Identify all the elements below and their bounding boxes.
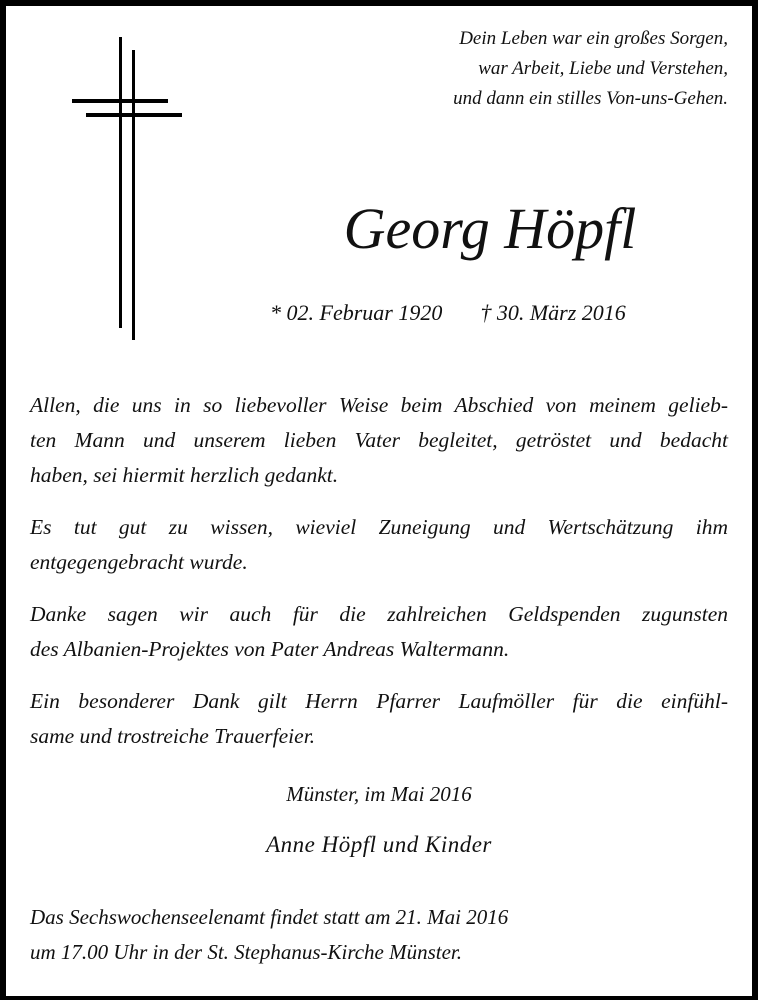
text-line: des Albanien-Projektes von Pater Andreas Waltermann. (30, 637, 510, 661)
life-dates (270, 300, 664, 326)
verse-line: und dann ein stilles Von-uns-Gehen. (453, 88, 728, 109)
text-line: Ein besonderer Dank gilt Herrn Pfarrer Laufmöller für die einfühl- (30, 689, 728, 713)
text-line: entgegengebracht wurde. (30, 550, 248, 574)
cross-horizontal-2 (86, 113, 182, 117)
paragraph (30, 510, 728, 580)
verse (453, 24, 728, 114)
text-line: Das Sechswochenseelenamt findet statt am 21. Mai 2016 (30, 905, 509, 929)
birth-date: * 02. Februar 1920 (270, 300, 443, 325)
text-line: um 17.00 Uhr in der St. Stephanus-Kirche Münster. (30, 940, 463, 964)
text-line: ten Mann und unserem lieben Vater begleitet, getröstet und bedacht (30, 428, 728, 452)
signature: Anne Höpfl und Kinder (266, 832, 492, 857)
deceased-name: Georg Höpfl (343, 196, 637, 261)
cross-vertical-1 (119, 37, 122, 328)
death-date: † 30. März 2016 (480, 300, 626, 325)
text-line: Es tut gut zu wissen, wieviel Zuneigung und Wertschätzung ihm (30, 515, 728, 539)
thanks-text (30, 388, 728, 771)
text-line: Allen, die uns in so liebevoller Weise beim Abschied von meinem gelieb- (30, 393, 728, 417)
cross-vertical-2 (132, 50, 135, 340)
text-line: same und trostreiche Trauerfeier. (30, 724, 316, 748)
place-date: Münster, im Mai 2016 (286, 782, 472, 806)
service-announcement (30, 900, 508, 970)
paragraph (30, 684, 728, 754)
cross-horizontal-1 (72, 99, 168, 103)
text-line: Danke sagen wir auch für die zahlreichen Geldspenden zugunsten (30, 602, 728, 626)
text-line: haben, sei hiermit herzlich gedankt. (30, 463, 339, 487)
paragraph (30, 597, 728, 667)
verse-line: Dein Leben war ein großes Sorgen, (459, 28, 728, 49)
paragraph (30, 388, 728, 493)
verse-line: war Arbeit, Liebe und Verstehen, (478, 58, 728, 79)
